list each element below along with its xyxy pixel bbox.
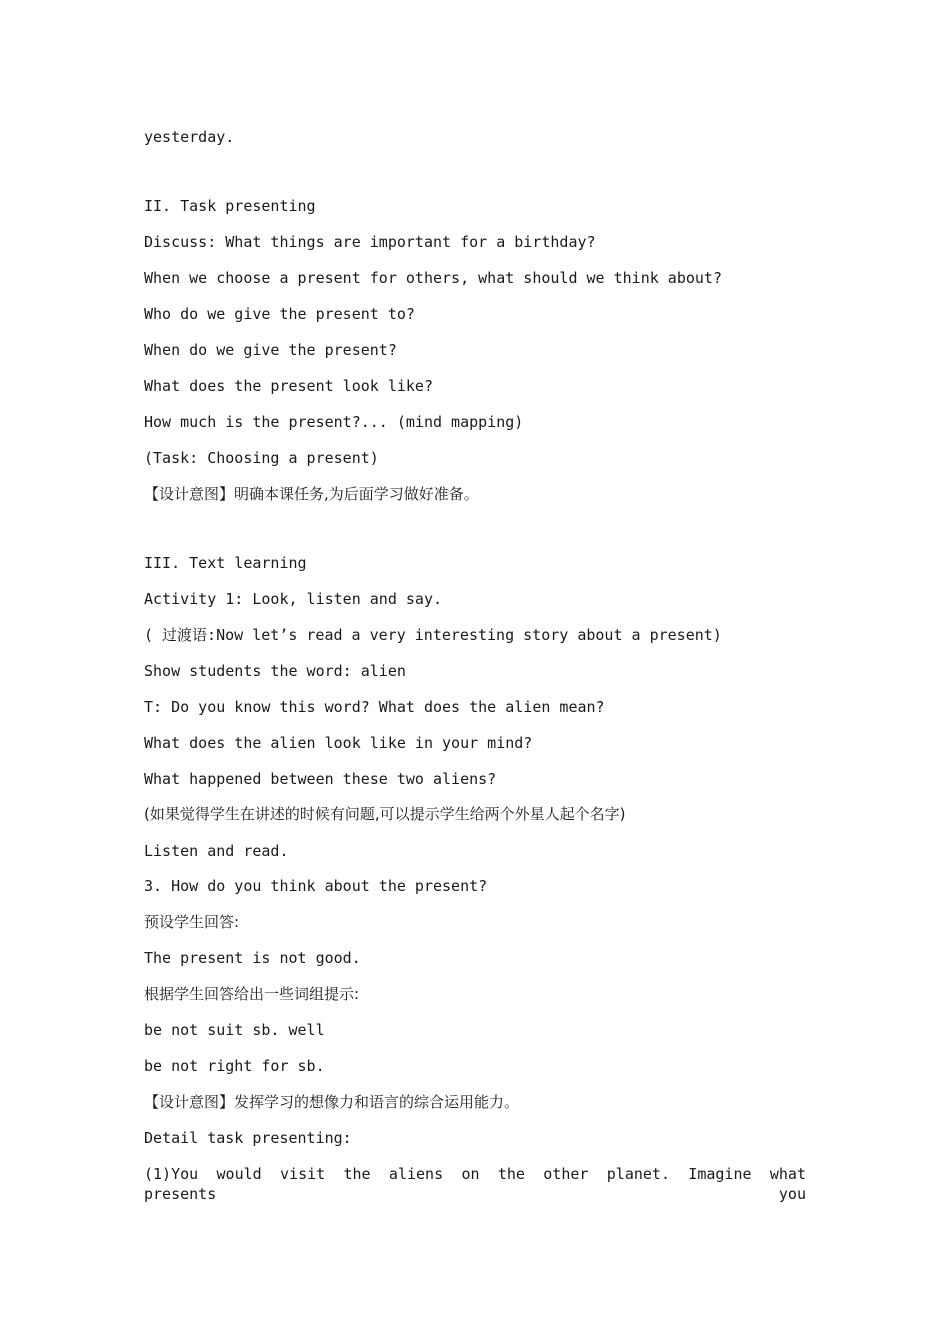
text-line: What happened between these two aliens? — [144, 770, 497, 788]
section-heading-text-learning: III. Text learning — [144, 554, 307, 572]
text-line-question: When do we give the present? — [144, 341, 397, 359]
text-line: The present is not good. — [144, 949, 361, 967]
design-intent-note: 【设计意图】明确本课任务,为后面学习做好准备。 — [144, 485, 479, 503]
text-line-transition: ( 过渡语:Now let’s read a very interesting story about a present) — [144, 626, 722, 644]
text-line-question: What does the present look like? — [144, 377, 433, 395]
text-line-continuation: yesterday. — [144, 128, 235, 146]
text-line-question: Who do we give the present to? — [144, 305, 415, 323]
expected-answer-label: 预设学生回答: — [144, 913, 240, 931]
text-line: 3. How do you think about the present? — [144, 877, 488, 895]
text-line-task: (Task: Choosing a present) — [144, 449, 379, 467]
phrase-hint: be not suit sb. well — [144, 1021, 325, 1039]
text-line-detail-task: (1)You would visit the aliens on the other planet. Imagine what presents you — [144, 1165, 806, 1203]
text-line-activity: Activity 1: Look, listen and say. — [144, 590, 443, 608]
text-line: What does the alien look like in your mind? — [144, 734, 533, 752]
phrase-hint: be not right for sb. — [144, 1057, 325, 1075]
design-intent-note: 【设计意图】发挥学习的想像力和语言的综合运用能力。 — [144, 1093, 520, 1111]
phrase-hint-label: 根据学生回答给出一些词组提示: — [144, 985, 360, 1003]
text-line: T: Do you know this word? What does the alien mean? — [144, 698, 605, 716]
teacher-tip-note: (如果觉得学生在讲述的时候有问题,可以提示学生给两个外星人起个名字) — [144, 805, 626, 823]
text-line-discuss: Discuss: What things are important for a birthday? — [144, 233, 596, 251]
section-heading-task-presenting: II. Task presenting — [144, 197, 316, 215]
text-line: Show students the word: alien — [144, 662, 406, 680]
text-line: Detail task presenting: — [144, 1129, 352, 1147]
text-line: Listen and read. — [144, 842, 289, 860]
text-line-question: How much is the present?... (mind mapping) — [144, 413, 524, 431]
text-line-question: When we choose a present for others, what should we think about? — [144, 269, 722, 287]
